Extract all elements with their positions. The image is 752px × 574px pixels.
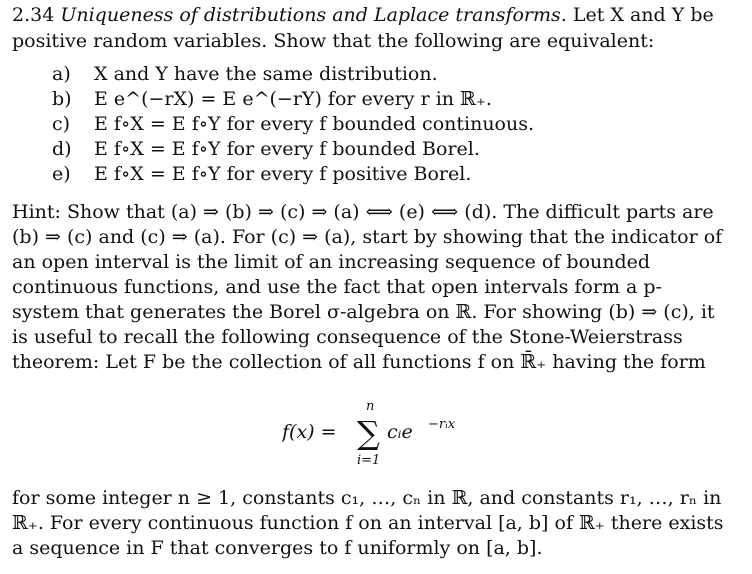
item-label: b) <box>52 88 72 110</box>
sum-upper-limit: n <box>366 399 375 414</box>
exercise-statement: Let X and Y be positive random variables. Show that the following are equivalent: <box>12 4 714 52</box>
item-label: e) <box>52 163 71 185</box>
exponent: −rᵢx <box>428 417 456 432</box>
equivalence-list <box>52 62 724 187</box>
list-item <box>52 62 724 87</box>
item-text: E f∘X = E f∘Y for every f bounded Borel. <box>94 138 480 160</box>
item-text: X and Y have the same distribution. <box>94 63 438 85</box>
formula-lhs: f(x) = <box>282 421 337 443</box>
item-label: a) <box>52 63 71 85</box>
item-text: E f∘X = E f∘Y for every f positive Borel. <box>94 163 472 185</box>
exercise-title: Uniqueness of distributions and Laplace transforms. <box>60 4 567 26</box>
item-label: d) <box>52 138 72 160</box>
exercise-header <box>12 2 724 54</box>
hint-paragraph: Hint: Show that (a) ⇒ (b) ⇒ (c) ⇒ (a) ⟺ (e) ⟺ (d). The difficult parts are (b) ⇒ (c) and (c) ⇒ (a). For (c) ⇒ (a), start by showing that the indicator of an open interval is the limit of an increasing sequence of bounded continuous functions, and use the fact that open intervals form a p-system that generates the Borel σ-algebra on ℝ. For showing (b) ⇒ (c), it is useful to recall the following consequence of the Stone-Weierstrass theorem: Let F be the collection of all functions f on ℝ̄₊ having the form <box>12 201 723 373</box>
summand: cᵢe <box>387 421 413 443</box>
sum-lower-limit: i=1 <box>357 453 381 468</box>
sigma-symbol: ∑ <box>357 414 380 452</box>
exercise-number: 2.34 <box>12 4 55 26</box>
formula-svg <box>282 392 522 472</box>
closing-paragraph: for some integer n ≥ 1, constants c₁, …, cₙ in ℝ, and constants r₁, …, rₙ in ℝ₊. For every continuous function f on an interval [a, b] of ℝ₊ there exists a sequence in F that converges to f uniformly on [a, b]. <box>12 487 724 559</box>
list-item <box>52 87 724 112</box>
list-item <box>52 137 724 162</box>
sum-formula <box>282 392 522 472</box>
list-item <box>52 112 724 137</box>
item-label: c) <box>52 113 71 135</box>
item-text: E f∘X = E f∘Y for every f bounded continuous. <box>94 113 535 135</box>
item-text: E e^(−rX) = E e^(−rY) for every r in ℝ₊. <box>94 88 492 110</box>
list-item <box>52 162 724 187</box>
